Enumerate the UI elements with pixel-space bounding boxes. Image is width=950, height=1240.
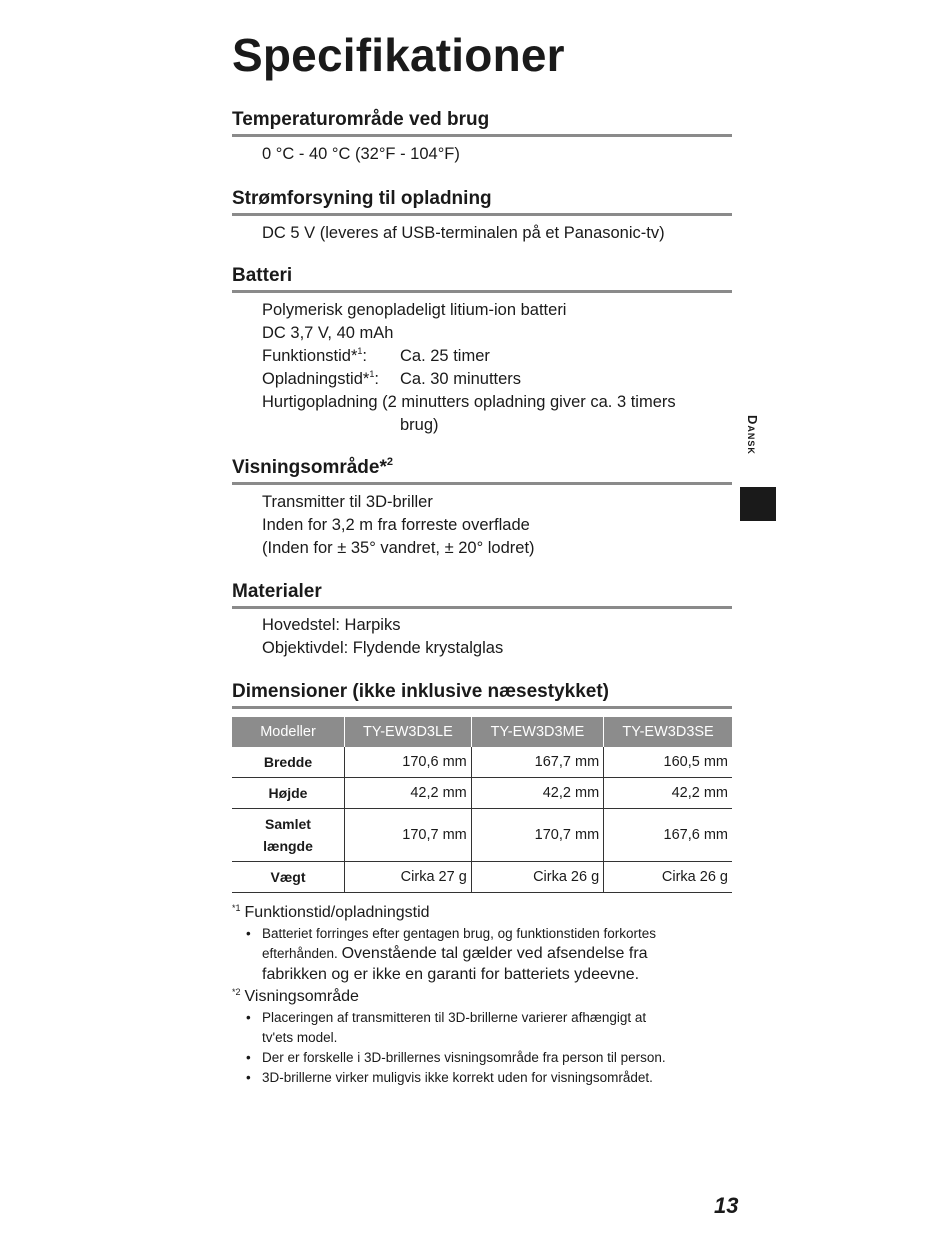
function-time-sup: 1 xyxy=(357,346,363,356)
table-cell: 160,5 mm xyxy=(604,747,732,778)
power-text xyxy=(262,222,665,245)
materials-line-1: Hovedstel: Harpiks xyxy=(262,616,401,634)
footnote-1-list xyxy=(232,924,732,986)
table-cell: Cirka 27 g xyxy=(345,862,472,893)
table-cell: 42,2 mm xyxy=(471,778,603,809)
footnote-line: • Batteriet forringes efter gentagen brug, og funktionstiden forkortes xyxy=(262,926,656,941)
table-cell: 167,7 mm xyxy=(471,747,603,778)
row-label: Højde xyxy=(232,778,345,809)
viewing-text xyxy=(262,491,535,560)
function-time-row: Funktionstid*$^1$: Ca. 25 timer xyxy=(262,346,490,365)
heading-dimensions: Dimensioner (ikke inklusive næsestykket) xyxy=(232,680,732,709)
function-time-value: Ca. 25 timer xyxy=(400,347,490,365)
table-cell: 42,2 mm xyxy=(345,778,472,809)
table-row xyxy=(232,862,732,893)
row-label: Bredde xyxy=(232,747,345,778)
table-cell: 167,6 mm xyxy=(604,809,732,862)
page-number: 13 xyxy=(714,1193,739,1218)
battery-type-line: Polymerisk genopladeligt litium-ion batteri xyxy=(262,301,567,319)
heading-viewing-sup: 2 xyxy=(386,456,393,468)
heading-viewing xyxy=(232,456,732,485)
page-title: Specifikationer xyxy=(232,29,565,81)
table-header-cell: Modeller xyxy=(232,717,345,747)
quick-charge-line: Hurtigopladning (2 minutters opladning giver ca. 3 timers xyxy=(262,393,676,411)
heading-viewing-text: Visningsområde* xyxy=(232,457,387,478)
table-cell: 42,2 mm xyxy=(604,778,732,809)
charge-time-row: Opladningstid*$^1$: Ca. 30 minutters xyxy=(262,369,522,388)
viewing-line-3: (Inden for ± 35° vandret, ± 20° lodret) xyxy=(262,539,535,557)
table-cell: 170,7 mm xyxy=(471,809,603,862)
materials-text xyxy=(262,614,503,660)
heading-materials: Materialer xyxy=(232,580,732,609)
row-label xyxy=(232,809,345,862)
footnote-line-big: fabrikken og er ikke en garanti for batteriets ydeevne. xyxy=(262,966,640,983)
footnote-title-text: Funktionstid/opladningstid xyxy=(244,904,430,921)
heading-power: Strømforsyning til opladning xyxy=(232,187,732,216)
viewing-line-2: Inden for 3,2 m fra forreste overflade xyxy=(262,516,530,534)
table-cell: 170,7 mm xyxy=(345,809,472,862)
row-label-line: Samlet xyxy=(265,816,311,832)
charge-time-value: Ca. 30 minutters xyxy=(400,370,522,388)
quick-charge-line-cont: brug) xyxy=(400,416,439,434)
table-cell: 170,6 mm xyxy=(345,747,472,778)
charge-time-sup: 1 xyxy=(369,369,375,379)
table-header-cell: TY-EW3D3SE xyxy=(604,717,732,747)
table-header-cell: TY-EW3D3ME xyxy=(471,717,603,747)
footnote-line: efterhånden. xyxy=(262,946,338,961)
footnote-marker: *2 xyxy=(232,987,241,997)
temperature-text xyxy=(262,143,460,166)
language-label: Dansk xyxy=(745,415,760,455)
footnote-2-title xyxy=(232,986,732,1008)
list-item xyxy=(262,1048,732,1068)
footnote-line-big: Ovenstående tal gælder ved afsendelse fra xyxy=(341,945,648,962)
list-item xyxy=(262,1068,732,1088)
heading-temperature: Temperaturområde ved brug xyxy=(232,108,732,137)
footnote-2-list xyxy=(232,1008,732,1088)
battery-text xyxy=(262,299,676,437)
list-item xyxy=(262,924,732,986)
table-header-row xyxy=(232,717,732,747)
list-item xyxy=(262,1008,732,1048)
table-row xyxy=(232,747,732,778)
footnote-line: tv'ets model. xyxy=(262,1030,338,1045)
heading-battery: Batteri xyxy=(232,264,732,293)
materials-line-2: Objektivdel: Flydende krystalglas xyxy=(262,639,504,657)
footnote-line: • 3D-brillerne virker muligvis ikke korrekt uden for visningsområdet. xyxy=(262,1070,653,1085)
table-cell: Cirka 26 g xyxy=(604,862,732,893)
temperature-line: 0 °C - 40 °C (32°F - 104°F) xyxy=(262,145,460,163)
table-cell: Cirka 26 g xyxy=(471,862,603,893)
row-label: Vægt xyxy=(232,862,345,893)
footnote-line: • Placeringen af transmitteren til 3D-brillerne varierer afhængigt at xyxy=(262,1010,647,1025)
footnote-marker: *1 xyxy=(232,903,241,913)
dimensions-table xyxy=(232,717,732,893)
footnote-title-text: Visningsområde xyxy=(244,988,359,1005)
power-line: DC 5 V (leveres af USB-terminalen på et Panasonic-tv) xyxy=(262,224,665,242)
charge-time-label: Opladningstid* xyxy=(262,370,370,388)
footnotes xyxy=(232,902,732,1088)
viewing-line-1: Transmitter til 3D-briller xyxy=(262,493,433,511)
footnote-1-title xyxy=(232,902,732,924)
battery-rating-line: DC 3,7 V, 40 mAh xyxy=(262,324,394,342)
table-row xyxy=(232,809,732,862)
language-marker-block xyxy=(740,487,776,521)
footnote-line-mixed xyxy=(262,944,732,964)
footnote-line: • Der er forskelle i 3D-brillernes visningsområde fra person til person. xyxy=(262,1050,666,1065)
table-row xyxy=(232,778,732,809)
function-time-label: Funktionstid* xyxy=(262,347,358,365)
table-header-cell: TY-EW3D3LE xyxy=(345,717,472,747)
row-label-line: længde xyxy=(263,838,313,854)
